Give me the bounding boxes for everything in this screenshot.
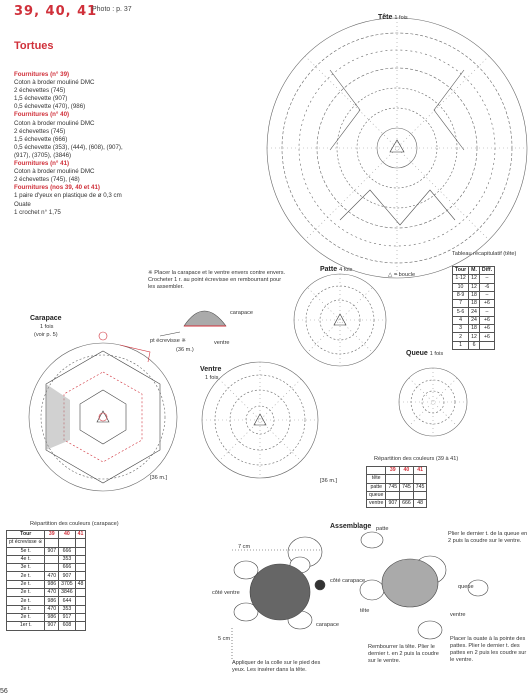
table-cell: 2	[453, 333, 469, 341]
supplies-line: 1 paire d'yeux en plastique de ø 0,3 cm	[14, 192, 122, 200]
table-header-cell: 39	[386, 467, 400, 475]
dim-height: 5 cm	[218, 636, 231, 642]
table-cell: 470	[45, 605, 59, 613]
table-cell: –	[479, 275, 494, 283]
table-cell: +6	[479, 325, 494, 333]
supplies-heading: Fournitures (nos 39, 40 et 41)	[14, 184, 100, 192]
supplies-heading: Fournitures (n° 39)	[14, 71, 70, 78]
photo-reference: Photo : p. 37	[92, 6, 132, 13]
table-cell	[45, 555, 59, 563]
table-cell	[75, 564, 86, 572]
ventre-label: Ventre	[200, 366, 222, 373]
table-row	[453, 316, 495, 324]
table-cell	[59, 539, 76, 547]
table-cell: 3846	[59, 589, 76, 597]
table-cell: 24	[469, 308, 480, 316]
table-cell: 986	[45, 597, 59, 605]
table-cell: 18	[469, 300, 480, 308]
supplies-line: 2 échevettes (745)	[14, 87, 66, 95]
table-cell: 48	[75, 580, 86, 588]
note-pattes: Placer la ouate à la pointe des pattes. Plier le dernier t. des pattes en 2 puis les coudre sur le ventre.	[450, 636, 527, 663]
table-cell: 12	[469, 283, 480, 291]
page-number: 56	[0, 688, 8, 695]
table-cell: queue	[367, 491, 386, 499]
table-row	[453, 283, 495, 291]
carapace-ref: (voir p. 5)	[34, 332, 58, 338]
table-cell	[75, 589, 86, 597]
table-cell: 745	[413, 483, 427, 491]
table-header-cell: Diff.	[479, 267, 494, 275]
table-cell: 2e t.	[7, 580, 45, 588]
table-cell: ventre	[367, 500, 386, 508]
table-cell: 18	[469, 291, 480, 299]
table-cell	[413, 475, 427, 483]
page-title: Tortues	[14, 40, 54, 52]
table-cell	[45, 539, 59, 547]
table-row	[453, 333, 495, 341]
table-cell: 666	[59, 564, 76, 572]
table-cell: 2e t.	[7, 605, 45, 613]
table-row	[7, 589, 86, 597]
table-row	[453, 325, 495, 333]
table-cell: 24	[469, 316, 480, 324]
cote-ventre-label: côté ventre	[212, 590, 240, 596]
table-cell	[75, 539, 86, 547]
recap-title: Tableau récapitulatif (tête)	[452, 251, 517, 257]
table-cell: 2e t.	[7, 613, 45, 621]
table-cell: 666	[400, 500, 414, 508]
recap-table	[452, 266, 495, 350]
table-cell: 470	[45, 572, 59, 580]
table-cell: 666	[59, 547, 76, 555]
queue-label: Queue 1 fois	[406, 350, 444, 357]
table-cell: 6	[469, 341, 480, 349]
table-cell	[400, 475, 414, 483]
supplies-line: Coton à broder mouliné DMC	[14, 79, 95, 87]
table-cell: 907	[59, 572, 76, 580]
table-cell: tête	[367, 475, 386, 483]
carapace-size: [36 m.]	[150, 475, 168, 481]
dome-illustration	[160, 311, 226, 336]
table-cell: pt écrevisse ※	[7, 539, 45, 547]
table-cell	[75, 555, 86, 563]
ventre-label-assembly: ventre	[450, 612, 466, 618]
supplies-line: Ouate	[14, 200, 31, 208]
table-cell	[400, 491, 414, 499]
table-cell: 986	[45, 613, 59, 621]
table-header-cell: M.	[469, 267, 480, 275]
table-cell	[75, 613, 86, 621]
table-header-cell: 40	[400, 467, 414, 475]
table-cell	[386, 491, 400, 499]
carapace-label: Carapace	[30, 315, 62, 322]
colors-main-table	[366, 466, 427, 508]
table-cell: 4e t.	[7, 555, 45, 563]
colors-main-title: Répartition des couleurs (39 à 41)	[374, 456, 459, 462]
table-cell: +6	[479, 316, 494, 324]
assembly-instruction: ※ Placer la carapace et le ventre envers contre envers. Crocheter 1 r. au point écrevisse en rembourrant pour les assembler.	[148, 270, 286, 290]
table-row	[7, 605, 86, 613]
table-cell: patte	[367, 483, 386, 491]
ventre-size: [36 m.]	[320, 478, 338, 484]
table-cell: 353	[59, 555, 76, 563]
table-cell: 12	[469, 333, 480, 341]
table-row	[7, 564, 86, 572]
table-cell: 3	[453, 325, 469, 333]
table-header-cell: Tour	[7, 531, 45, 539]
table-header-cell: 39	[45, 531, 59, 539]
table-row	[367, 500, 427, 508]
table-row	[453, 291, 495, 299]
table-cell: 745	[386, 483, 400, 491]
ventre-diagram	[202, 362, 318, 478]
table-cell: 4	[453, 316, 469, 324]
table-cell	[479, 341, 494, 349]
table-cell	[413, 491, 427, 499]
table-row	[7, 547, 86, 555]
supplies-list	[14, 71, 123, 217]
table-cell: 907	[45, 622, 59, 630]
supplies-line: 1 crochet n° 1,75	[14, 208, 61, 216]
table-cell: 2e t.	[7, 572, 45, 580]
queue-diagram	[399, 368, 467, 436]
table-cell: 8·9	[453, 291, 469, 299]
tete-diagram	[267, 18, 527, 278]
table-cell: 18	[469, 325, 480, 333]
table-cell	[75, 547, 86, 555]
table-cell: 12	[469, 275, 480, 283]
assemblage-illustration-left	[232, 537, 325, 660]
note-colle: Appliquer de la colle sur le pied des yeux. Les insérer dans la tête.	[232, 660, 321, 673]
colors-carapace-title: Répartition des couleurs (carapace)	[30, 521, 119, 527]
supplies-line: Coton à broder mouliné DMC	[14, 168, 95, 176]
table-header-cell	[367, 467, 386, 475]
table-cell: 353	[59, 605, 76, 613]
table-cell: 2e t.	[7, 597, 45, 605]
supplies-line: 2 échevettes (745)	[14, 127, 66, 135]
table-cell: 3705	[59, 580, 76, 588]
table-cell: 470	[45, 589, 59, 597]
table-row	[367, 491, 427, 499]
patte-label: Patte 4 fois	[320, 266, 353, 273]
table-row	[453, 308, 495, 316]
table-cell: 5·6	[453, 308, 469, 316]
pattern-numbers: 39, 40, 41	[14, 4, 98, 19]
table-row	[7, 572, 86, 580]
table-header-cell: Tour	[453, 267, 469, 275]
supplies-line: (917), (3705), (3846)	[14, 151, 72, 159]
table-cell: 907	[45, 547, 59, 555]
tete-label-assembly: tête	[360, 608, 370, 614]
note-tete: Rembourrer la tête. Plier le dernier t. en 2 puis la coudre sur le ventre.	[368, 644, 439, 664]
table-cell: 986	[45, 580, 59, 588]
carapace-label-assembly: carapace	[316, 622, 340, 628]
table-row	[7, 539, 86, 547]
patte-diagram	[294, 274, 386, 366]
table-cell	[75, 597, 86, 605]
table-row	[7, 580, 86, 588]
supplies-line: 2 échevettes (745), (48)	[14, 176, 80, 184]
dome-ventre-label: ventre	[214, 340, 230, 346]
table-cell: 5e t.	[7, 547, 45, 555]
table-row	[7, 597, 86, 605]
table-cell: +6	[479, 300, 494, 308]
supplies-line: 0,5 échevette (353), (444), (608), (907),	[14, 143, 123, 151]
ventre-count: 1 fois	[205, 375, 219, 381]
table-cell: 644	[59, 597, 76, 605]
stitch-count: (36 m.)	[176, 347, 194, 353]
table-header-cell: 41	[413, 467, 427, 475]
supplies-heading: Fournitures (n° 41)	[14, 160, 70, 168]
table-cell: 1·12	[453, 275, 469, 283]
note-queue: Plier le dernier t. de la queue en 2 puis la coudre sur le ventre.	[448, 531, 528, 544]
supplies-line: 0,5 échevette (470), (986)	[14, 103, 86, 111]
table-row	[453, 341, 495, 349]
table-cell: 917	[59, 613, 76, 621]
queue-label-assembly: queue	[458, 584, 474, 590]
supplies-line: 1,5 échevette (907)	[14, 95, 68, 103]
table-cell	[75, 572, 86, 580]
table-cell: 3e t.	[7, 564, 45, 572]
table-cell: 2e t.	[7, 589, 45, 597]
colors-carapace-table	[6, 530, 86, 631]
tete-label: Tête 1 fois	[378, 14, 408, 21]
table-header-cell: 40	[59, 531, 76, 539]
table-row	[367, 483, 427, 491]
table-row	[7, 613, 86, 621]
table-cell: 745	[400, 483, 414, 491]
stitch-label: pt écrevisse ※	[150, 338, 187, 344]
table-cell: –	[479, 308, 494, 316]
table-cell	[75, 622, 86, 630]
table-row	[7, 555, 86, 563]
carapace-count: 1 fois	[40, 324, 54, 330]
table-cell: 48	[413, 500, 427, 508]
boucle-legend: △ = boucle	[388, 272, 416, 278]
table-cell: -6	[479, 283, 494, 291]
patte-label-assembly: patte	[376, 526, 389, 532]
table-cell	[386, 475, 400, 483]
table-row	[7, 622, 86, 630]
cote-carapace-label: côté carapace	[330, 578, 366, 584]
table-cell: –	[479, 291, 494, 299]
table-row	[367, 475, 427, 483]
table-cell: 7	[453, 300, 469, 308]
assemblage-title: Assemblage	[330, 523, 372, 530]
table-cell: 1	[453, 341, 469, 349]
supplies-heading: Fournitures (n° 40)	[14, 111, 70, 119]
table-cell: 907	[386, 500, 400, 508]
supplies-line: 1,5 échevette (666)	[14, 135, 68, 143]
table-row	[453, 300, 495, 308]
table-cell	[75, 605, 86, 613]
supplies-line: Coton à broder mouliné DMC	[14, 119, 95, 127]
table-row	[453, 275, 495, 283]
table-cell: 1er t.	[7, 622, 45, 630]
table-cell: 608	[59, 622, 76, 630]
table-header-cell: 41	[75, 531, 86, 539]
table-cell: +6	[479, 333, 494, 341]
table-cell: 10	[453, 283, 469, 291]
dim-width: 7 cm	[238, 544, 251, 550]
carapace-diagram	[29, 332, 177, 491]
dome-carapace-label: carapace	[230, 310, 254, 316]
table-cell	[45, 564, 59, 572]
